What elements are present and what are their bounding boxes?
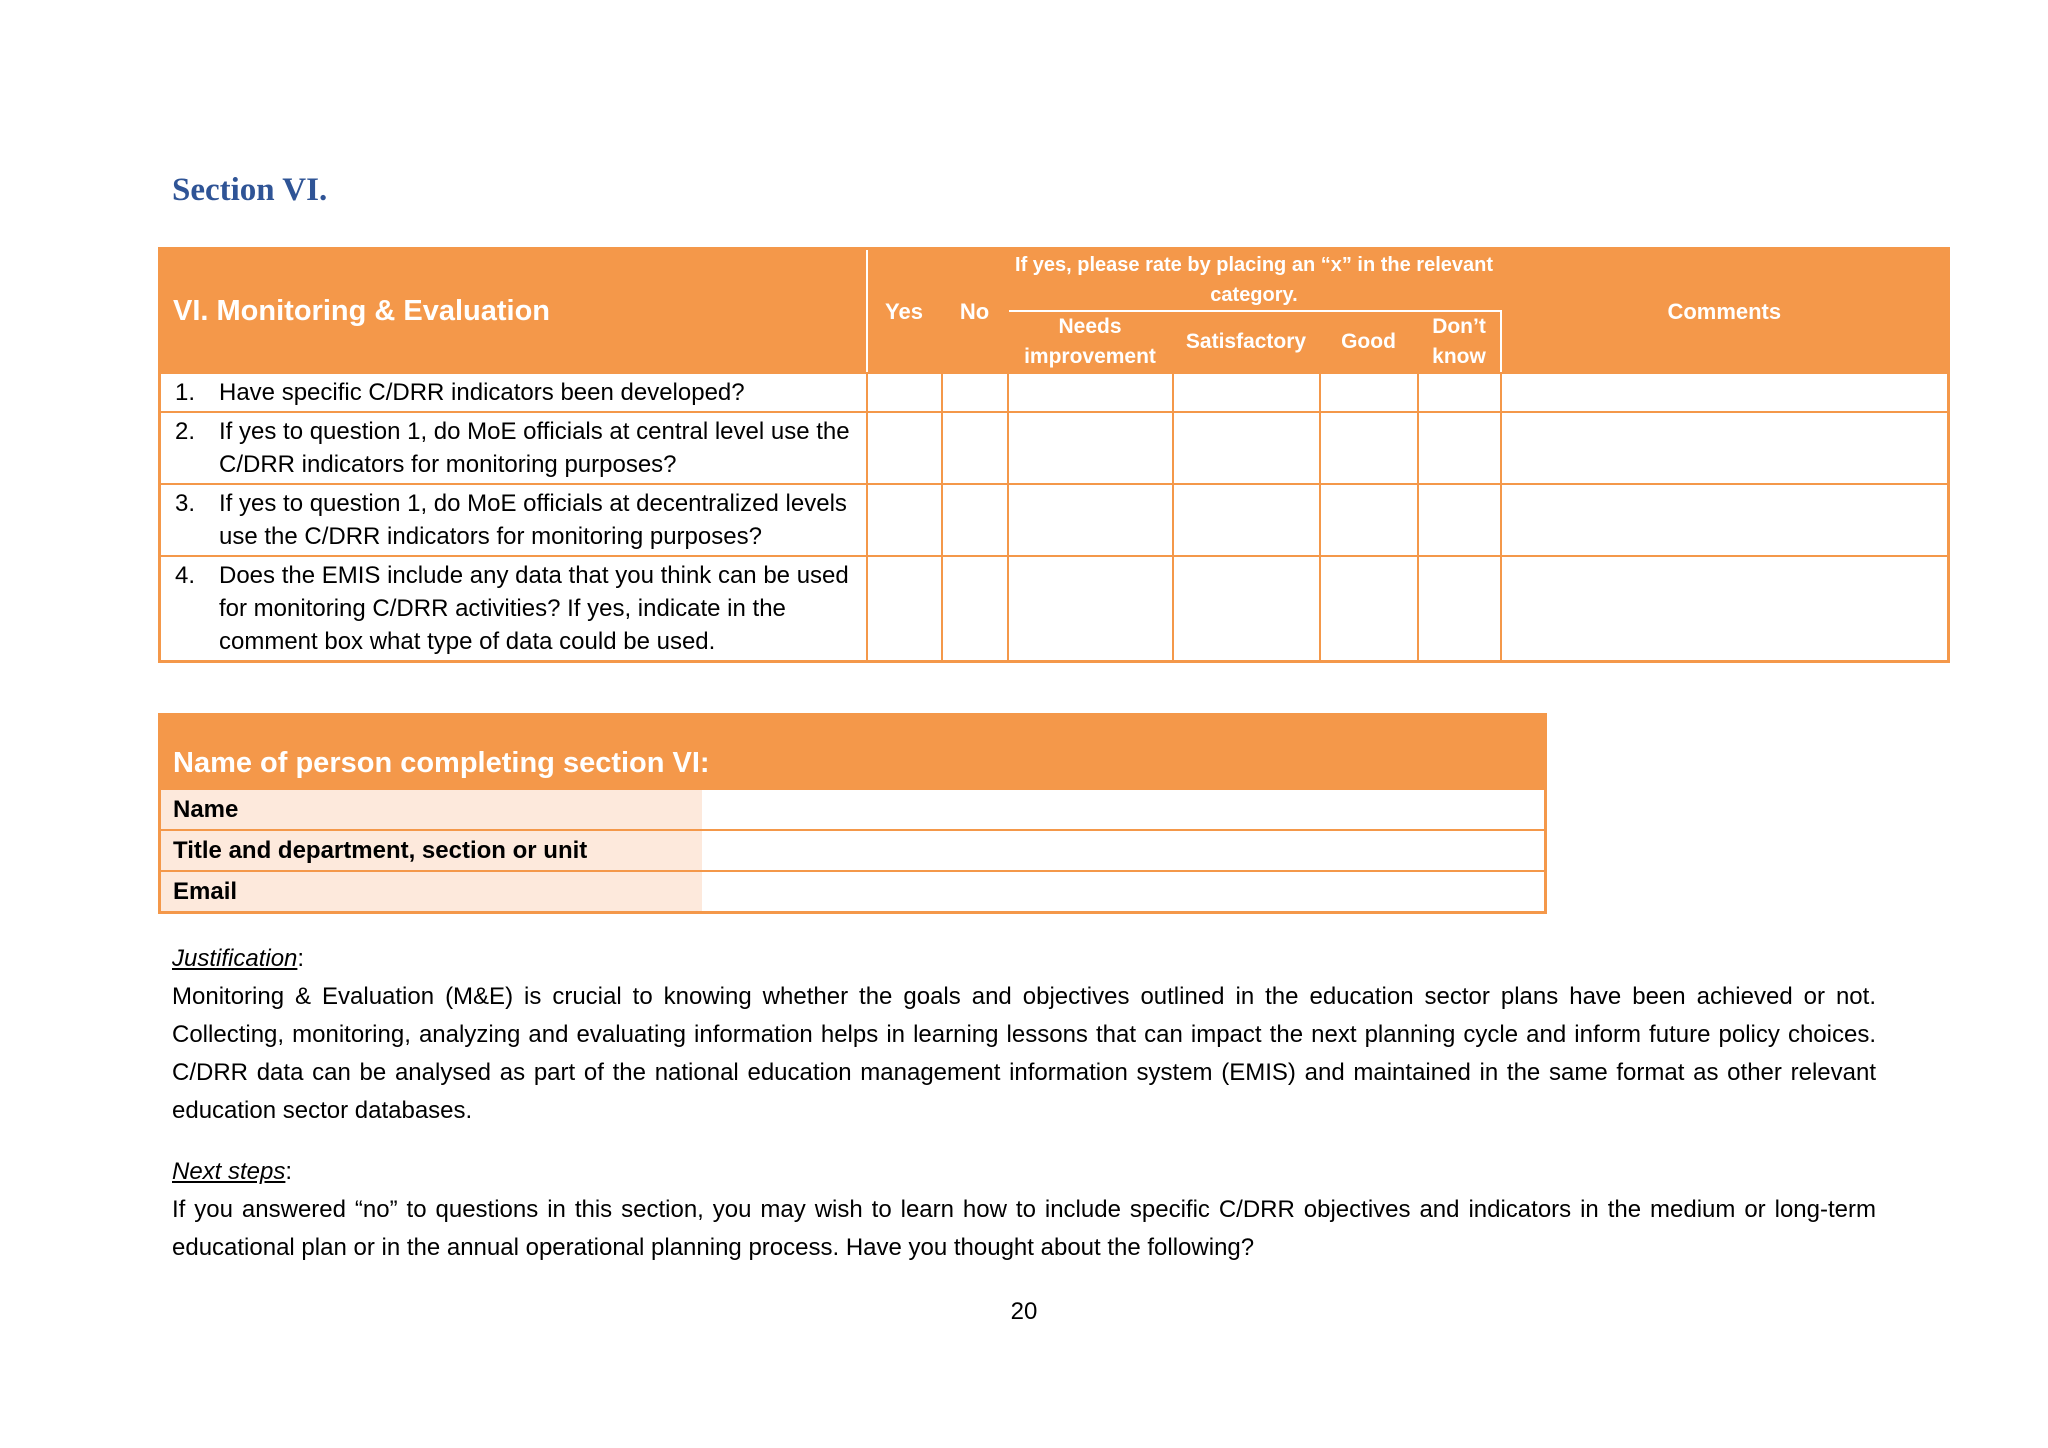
email-row [160,871,1546,913]
yes-cell[interactable] [867,412,942,484]
rating-satisfactory-header: Satisfactory [1173,311,1320,373]
good-cell[interactable] [1320,484,1418,556]
rating-needs-improvement-header: Needs improvement [1008,311,1173,373]
dont-know-cell[interactable] [1418,373,1501,412]
rating-instruction-header: If yes, please rate by placing an “x” in the relevant category. [1008,249,1501,312]
page-number: 20 [1010,1298,1038,1325]
person-details-table [158,713,1547,914]
no-cell[interactable] [942,484,1008,556]
table-row [160,556,1949,662]
email-label: Email [160,871,702,913]
dont-know-cell[interactable] [1418,412,1501,484]
yes-cell[interactable] [867,484,942,556]
no-cell[interactable] [942,373,1008,412]
comments-column-header: Comments [1501,249,1949,374]
question-cell [160,556,867,662]
justification-heading: Justification: [172,945,305,972]
question-text: Does the EMIS include any data that you think can be used for monitoring C/DRR activities? If yes, indicate in the comment box what type of data could be used. [219,562,849,655]
comments-cell[interactable] [1501,484,1949,556]
question-cell [160,373,867,412]
title-row [160,830,1546,871]
good-cell[interactable] [1320,373,1418,412]
comments-cell[interactable] [1501,412,1949,484]
next-steps-text: If you answered “no” to questions in this section, you may wish to learn how to include specific C/DRR objectives and indicators in the medium or long-term educational plan or in the annual operational planning process. Have you thought about the following? [172,1196,1876,1261]
justification-section [172,940,1876,1130]
satisfactory-cell[interactable] [1173,484,1320,556]
comments-cell[interactable] [1501,373,1949,412]
name-label: Name [160,789,702,830]
table-row [160,373,1949,412]
no-cell[interactable] [942,556,1008,662]
needs-improvement-cell[interactable] [1008,373,1173,412]
question-number: 4. [175,562,196,589]
section-title: Section VI. [172,172,328,208]
no-cell[interactable] [942,412,1008,484]
person-table-header: Name of person completing section VI: [160,715,1546,790]
satisfactory-cell[interactable] [1173,412,1320,484]
title-department-field[interactable] [702,830,1546,871]
satisfactory-cell[interactable] [1173,556,1320,662]
no-column-header: No [942,249,1008,374]
good-cell[interactable] [1320,412,1418,484]
question-number: 1. [175,379,196,406]
monitoring-evaluation-table [158,247,1950,663]
satisfactory-cell[interactable] [1173,373,1320,412]
table-row [160,484,1949,556]
question-cell [160,412,867,484]
next-steps-section [172,1153,1876,1267]
comments-cell[interactable] [1501,556,1949,662]
question-text: If yes to question 1, do MoE officials at central level use the C/DRR indicators for monitoring purposes? [219,418,850,478]
question-number: 2. [175,418,196,445]
needs-improvement-cell[interactable] [1008,484,1173,556]
next-steps-heading: Next steps: [172,1158,293,1185]
needs-improvement-cell[interactable] [1008,412,1173,484]
title-department-label: Title and department, section or unit [160,830,702,871]
question-number: 3. [175,490,196,517]
dont-know-cell[interactable] [1418,556,1501,662]
table-title: VI. Monitoring & Evaluation [160,249,867,374]
needs-improvement-cell[interactable] [1008,556,1173,662]
email-field[interactable] [702,871,1546,913]
dont-know-cell[interactable] [1418,484,1501,556]
yes-cell[interactable] [867,373,942,412]
question-cell [160,484,867,556]
good-cell[interactable] [1320,556,1418,662]
name-field[interactable] [702,789,1546,830]
table-row [160,412,1949,484]
name-row [160,789,1546,830]
question-text: If yes to question 1, do MoE officials at decentralized levels use the C/DRR indicators for monitoring purposes? [219,490,847,550]
rating-dont-know-header: Don’t know [1418,311,1501,373]
rating-good-header: Good [1320,311,1418,373]
question-text: Have specific C/DRR indicators been developed? [219,379,745,406]
yes-column-header: Yes [867,249,942,374]
justification-text: Monitoring & Evaluation (M&E) is crucial to knowing whether the goals and objectives outlined in the education sector plans have been achieved or not. Collecting, monitoring, analyzing and evaluating information helps in learning lessons that can impact the next planning cycle and inform future policy choices. C/DRR data can be analysed as part of the national education management information system (EMIS) and maintained in the same format as other relevant education sector databases. [172,983,1876,1124]
yes-cell[interactable] [867,556,942,662]
